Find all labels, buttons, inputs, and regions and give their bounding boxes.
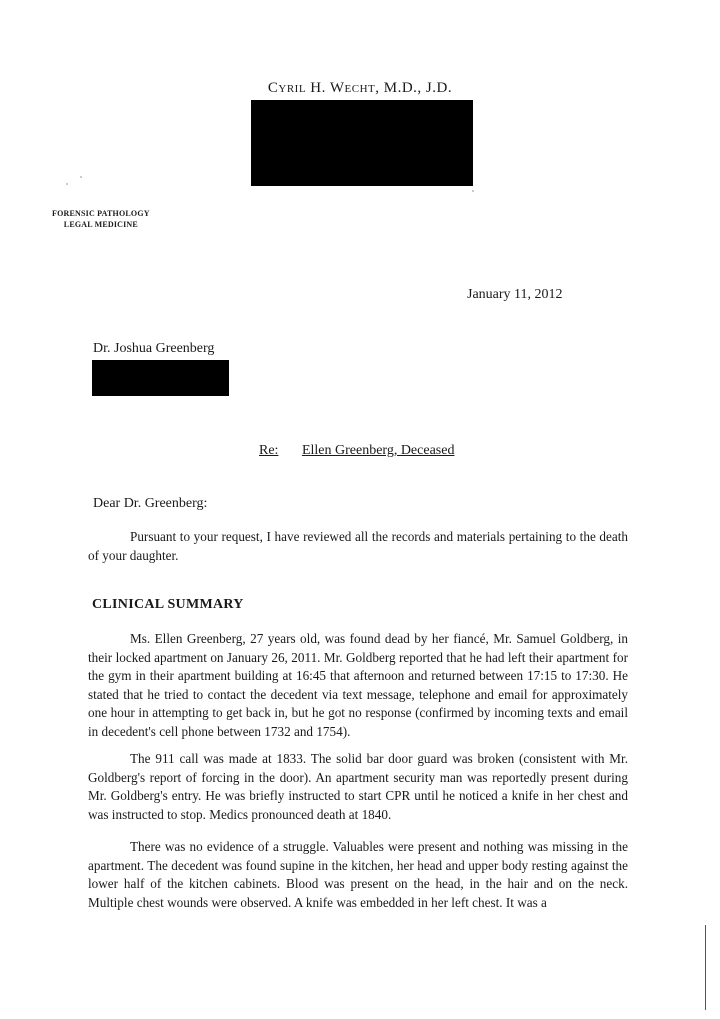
department-line-2: LEGAL MEDICINE: [63, 220, 138, 229]
letterhead-name: Cyril H. Wecht, M.D., J.D.: [267, 80, 453, 96]
redacted-recipient-address: [92, 360, 229, 396]
body-paragraph-3: There was no evidence of a struggle. Valuables were present and nothing was missing in the apartment. The decedent was found supine in the kitchen, her head and upper body resting against the lower half of the kitchen cabinets. Blood was present on the head, in the hair and on the neck. Multiple chest wounds were observed. A knife was embedded in her left chest. It was a: [88, 839, 628, 910]
scan-speck: [80, 176, 82, 178]
subject-line: [259, 443, 454, 459]
section-heading: CLINICAL SUMMARY: [92, 597, 244, 612]
salutation: Dear Dr. Greenberg:: [93, 496, 208, 511]
redacted-address-block: [251, 100, 473, 186]
scan-speck: [66, 183, 68, 185]
letter-date: January 11, 2012: [467, 287, 563, 302]
body-paragraph-1: Ms. Ellen Greenberg, 27 years old, was found dead by her fiancé, Mr. Samuel Goldberg, in their locked apartment on January 26, 2011. Mr. Goldberg reported that he had left their apartment for the gym in their apartment building at 16:45 that afternoon and returned between 17:15 to 17:30. He stated that he tried to contact the decedent via text message, telephone and email for approximately one hour in attempting to get back in, but he got no response (confirmed by incoming texts and email in decedent's cell phone between 1732 and 1754).: [88, 631, 628, 739]
scan-speck: [472, 190, 474, 192]
body-paragraph-2: The 911 call was made at 1833. The solid bar door guard was broken (consistent with Mr. Goldberg's report of forcing in the door). An apartment security man was reportedly present during Mr. Goldberg's entry. He was briefly instructed to start CPR until he noticed a knife in her chest and was instructed to stop. Medics pronounced death at 1840.: [88, 751, 628, 822]
scan-edge-line: [705, 925, 706, 1010]
subject-label: Re:: [259, 443, 279, 458]
recipient-name: Dr. Joshua Greenberg: [93, 341, 215, 356]
department-block: [52, 208, 150, 230]
department-line-1: FORENSIC PATHOLOGY: [52, 209, 150, 218]
subject-text: Ellen Greenberg, Deceased: [301, 443, 455, 458]
intro-paragraph: Pursuant to your request, I have reviewed all the records and materials pertaining to the death of your daughter.: [88, 529, 628, 563]
